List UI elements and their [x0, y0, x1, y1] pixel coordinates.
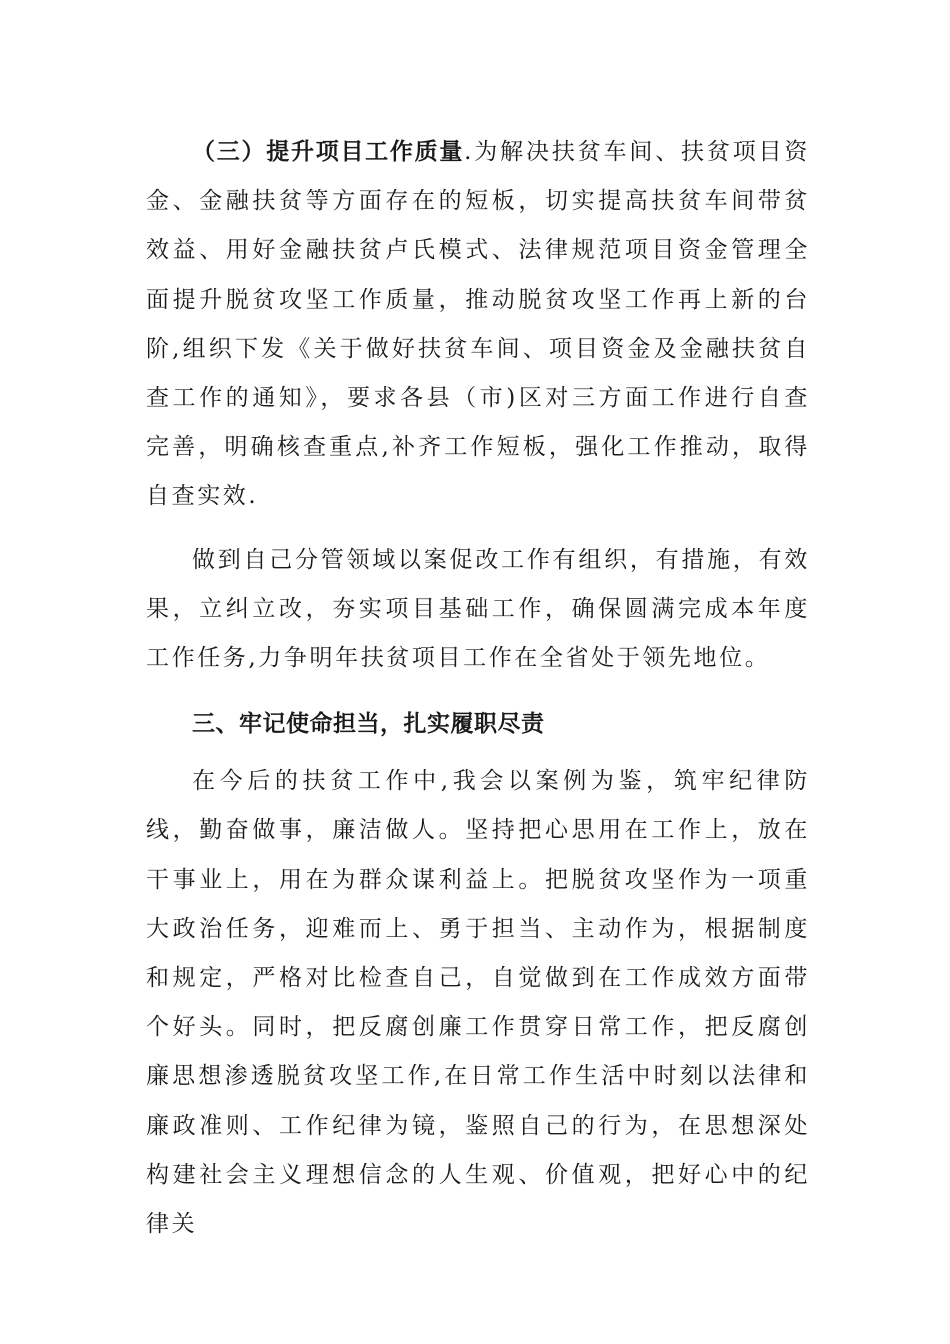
section-heading-3: 三、牢记使命担当，扎实履职尽责 [192, 711, 545, 738]
paragraph-case-reform: 做到自己分管领域以案促改工作有组织，有措施，有效果，立纠立改，夯实项目基础工作，确保圆满完成本年度工作任务,力争明年扶贫项目工作在全省处于领先地位。 [146, 546, 810, 672]
paragraph-lead-bold: （三）提升项目工作质量 [192, 139, 465, 165]
document-page [146, 128, 810, 1249]
paragraph-project-quality [146, 128, 810, 522]
paragraph-mission-duty: 在今后的扶贫工作中,我会以案例为鉴，筑牢纪律防线，勤奋做事，廉洁做人。坚持把心思用在工作上，放在干事业上，用在为群众谋利益上。把脱贫攻坚作为一项重大政治任务，迎难而上、勇于担当、主动作为，根据制度和规定，严格对比检查自己，自觉做到在工作成效方面带个好头。同时，把反腐创廉工作贯穿日常工作，把反腐创廉思想渗透脱贫攻坚工作,在日常工作生活中时刻以法律和廉政准则、工作纪律为镜，鉴照自己的行为，在思想深处构建社会主义理想信念的人生观、价值观，把好心中的纪律关 [146, 768, 810, 1238]
paragraph-body-text: .为解决扶贫车间、扶贫项目资金、金融扶贫等方面存在的短板，切实提高扶贫车间带贫效益、用好金融扶贫卢氏模式、法律规范项目资金管理全面提升脱贫攻坚工作质量，推动脱贫攻坚工作再上新的台阶,组织下发《关于做好扶贫车间、项目资金及金融扶贫自查工作的通知》，要求各县（市)区对三方面工作进行自查完善，明确核查重点,补齐工作短板，强化工作推动，取得自查实效. [146, 139, 810, 510]
